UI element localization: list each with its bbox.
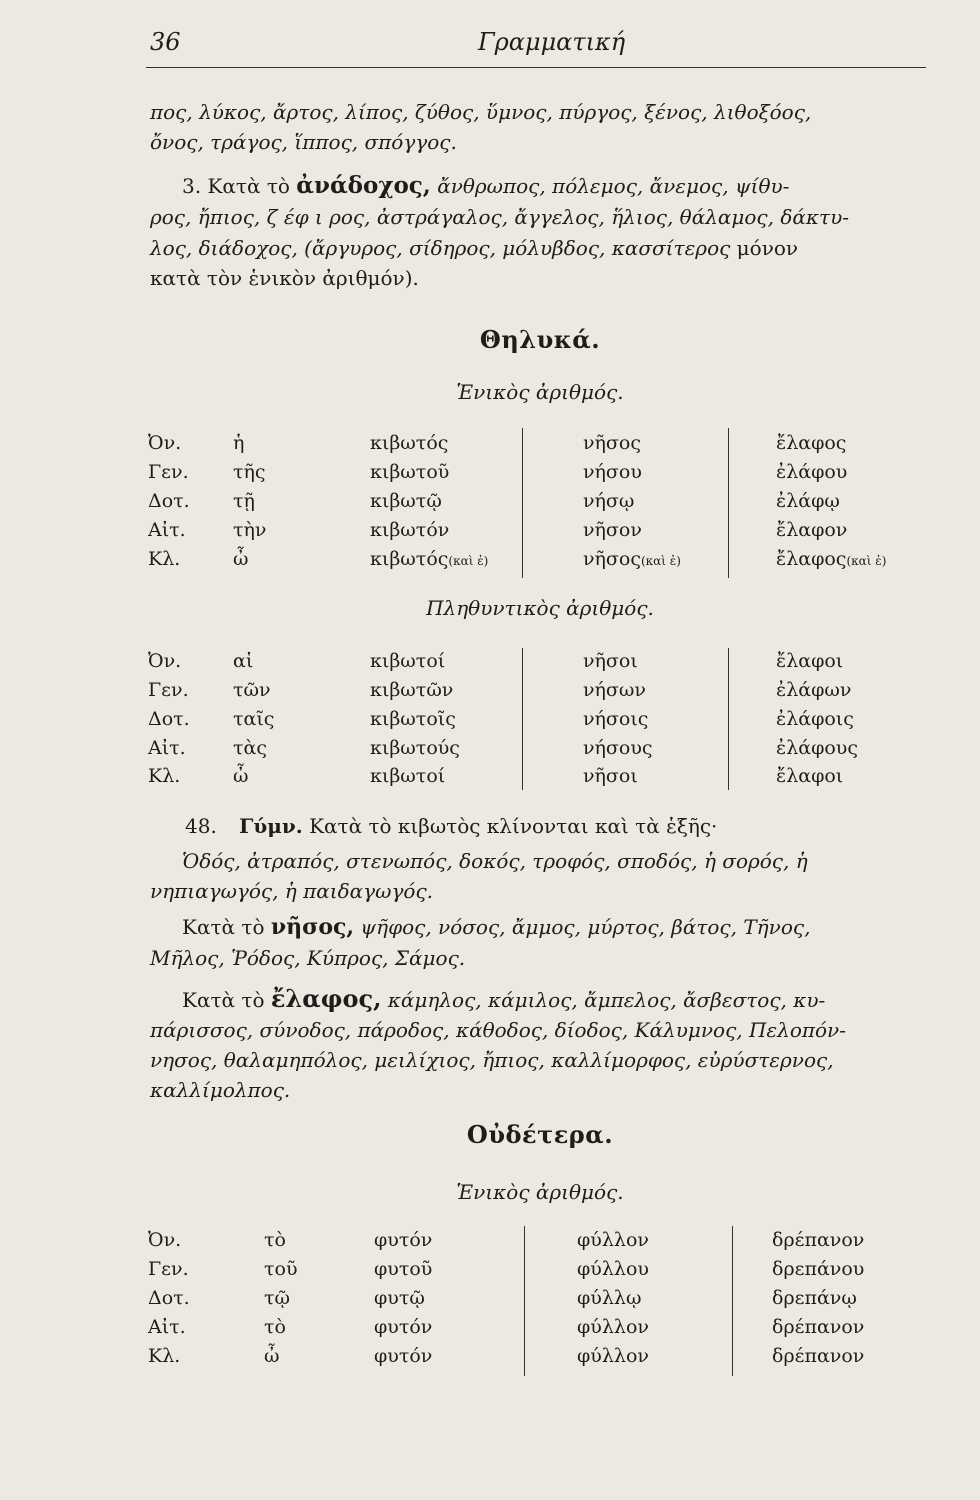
feminine-plural-label: Πληθυντικὸς ἀριθμός. — [426, 596, 654, 620]
column-divider — [522, 648, 523, 790]
elafos-keyword: ἔλαφος, — [270, 984, 382, 1013]
feminine-singular-label: Ἑνικὸς ἀριθμός. — [456, 380, 624, 404]
article: ὦ — [264, 1345, 280, 1367]
noun-fyton: φυτοῦ — [374, 1258, 433, 1280]
noun-elafos: ἔλαφος — [776, 548, 847, 570]
article: τὸ — [264, 1316, 286, 1338]
noun-kivotos: κιβωτοί — [370, 650, 446, 672]
exercise-line-1: Ὁδός, ἀτραπός, στενωπός, δοκός, τροφός, σποδός, ἡ σορός, ἡ — [182, 849, 808, 873]
case-label: Γεν. — [148, 1258, 189, 1280]
noun-elafos: ἔλαφοι — [776, 650, 844, 672]
section3-line-1 — [182, 172, 942, 200]
noun-kivotos: κιβωτούς — [370, 737, 460, 759]
section3-number: 3. — [182, 174, 202, 198]
neuter-singular-label: Ἑνικὸς ἀριθμός. — [456, 1180, 624, 1204]
vocative-nisos — [583, 548, 681, 570]
article: τῶν — [233, 679, 271, 701]
section3-line-2: ρος, ἤπιος, ζ έφ ι ρος, ἀστράγαλος, ἄγγελος, ἥλιος, θάλαμος, δάκτυ- — [150, 205, 849, 229]
elafos-line-3: νησος, θαλαμηπόλος, μειλίχιος, ἤπιος, καλλίμορφος, εὐρύστερνος, — [150, 1048, 834, 1072]
vocative-note: (καὶ ἐ) — [448, 554, 489, 568]
noun-elafos: ἐλάφοις — [776, 708, 854, 730]
case-label: Ὀν. — [148, 1229, 182, 1251]
nisos-keyword: νῆσος, — [270, 914, 355, 940]
section3-lead: Κατὰ τὸ — [207, 174, 290, 198]
noun-nisos: νῆσος — [583, 432, 641, 454]
case-label: Κλ. — [148, 1345, 181, 1367]
noun-nisos: νήσου — [583, 461, 642, 483]
nisos-rest: ψῆφος, νόσος, ἄμμος, μύρτος, βάτος, Τῆνος, — [360, 915, 811, 939]
noun-fyllon: φύλλον — [577, 1229, 649, 1251]
case-label: Ὀν. — [148, 650, 182, 672]
nisos-lead: Κατὰ τὸ — [182, 915, 265, 939]
article: ταῖς — [233, 708, 275, 730]
noun-fyllon: φύλλου — [577, 1258, 649, 1280]
noun-elafos: ἐλάφου — [776, 461, 848, 483]
case-label: Γεν. — [148, 679, 189, 701]
article: ὦ — [233, 548, 249, 570]
vocative-note: (καὶ ἐ) — [640, 554, 681, 568]
nisos-line-1 — [182, 913, 942, 941]
case-label: Αἰτ. — [148, 519, 186, 541]
exercise-text: Κατὰ τὸ κιβωτὸς κλίνονται καὶ τὰ ἑξῆς· — [309, 814, 718, 838]
noun-kivotos: κιβωτόν — [370, 519, 450, 541]
noun-nisos: νῆσον — [583, 519, 642, 541]
section3-line3-italic: ἄργυρος, σίδηρος, μόλυβδος, κασσίτερος — [311, 236, 731, 260]
noun-fyllon: φύλλον — [577, 1345, 649, 1367]
section3-line1-rest: ἄνθρωπος, πόλεμος, ἄνεμος, ψίθυ- — [437, 174, 790, 198]
running-title: Γραμματική — [478, 28, 626, 56]
elafos-lead: Κατὰ τὸ — [182, 988, 265, 1012]
noun-elafos: ἐλάφων — [776, 679, 852, 701]
noun-fyton: φυτόν — [374, 1345, 433, 1367]
noun-nisos: νῆσοι — [583, 765, 638, 787]
neuter-heading: Οὐδέτερα. — [466, 1120, 614, 1149]
elafos-line-4: καλλίμολπος. — [150, 1078, 291, 1102]
noun-nisos: νῆσοι — [583, 650, 638, 672]
noun-drepanon: δρεπάνῳ — [772, 1287, 857, 1309]
nisos-line-2: Μῆλος, Ῥόδος, Κύπρος, Σάμος. — [150, 946, 466, 970]
column-divider — [728, 428, 729, 578]
section3-line-4: κατὰ τὸν ἑνικὸν ἀριθμόν). — [150, 266, 419, 290]
column-divider — [524, 1226, 525, 1376]
feminine-heading: Θηλυκά. — [479, 325, 601, 354]
noun-drepanon: δρέπανον — [772, 1345, 865, 1367]
column-divider — [728, 648, 729, 790]
noun-drepanon: δρεπάνου — [772, 1258, 865, 1280]
vocative-kivotos — [370, 548, 488, 570]
article: αἱ — [233, 650, 254, 672]
column-divider — [732, 1226, 733, 1376]
column-divider — [522, 428, 523, 578]
noun-drepanon: δρέπανον — [772, 1229, 865, 1251]
noun-fyton: φυτῷ — [374, 1287, 425, 1309]
page-number: 36 — [150, 28, 181, 56]
noun-kivotos: κιβωτοῖς — [370, 708, 456, 730]
case-label: Ὀν. — [148, 432, 182, 454]
section3-line3-suffix: μόνον — [736, 236, 799, 260]
noun-elafos: ἔλαφοι — [776, 765, 844, 787]
noun-nisos: νήσοις — [583, 708, 649, 730]
case-label: Αἰτ. — [148, 1316, 186, 1338]
exercise-line-2: νηπιαγωγός, ἡ παιδαγωγός. — [150, 879, 433, 903]
vocative-note: (καὶ ἐ) — [846, 554, 887, 568]
article: τὰς — [233, 737, 267, 759]
article: τῇ — [233, 490, 255, 512]
case-label: Δοτ. — [148, 490, 190, 512]
noun-kivotos: κιβωτῶν — [370, 679, 454, 701]
section3-line-3 — [150, 234, 940, 262]
exercise-number: 48. — [185, 814, 217, 838]
noun-fyton: φυτόν — [374, 1229, 433, 1251]
case-label: Κλ. — [148, 765, 181, 787]
article: ὦ — [233, 765, 249, 787]
noun-drepanon: δρέπανον — [772, 1316, 865, 1338]
noun-elafos: ἐλάφῳ — [776, 490, 840, 512]
section3-line3-prefix: λος, διάδοχος, ( — [150, 236, 312, 260]
noun-nisos: νήσῳ — [583, 490, 635, 512]
intro-line-1: πος, λύκος, ἄρτος, λίπος, ζύθος, ὕμνος, πύργος, ξένος, λιθοξόος, — [150, 100, 812, 124]
case-label: Δοτ. — [148, 708, 190, 730]
noun-kivotos: κιβωτός — [370, 432, 449, 454]
case-label: Αἰτ. — [148, 737, 186, 759]
article: τὸ — [264, 1229, 286, 1251]
article: τὴν — [233, 519, 267, 541]
article: ἡ — [233, 432, 245, 454]
noun-nisos: νήσων — [583, 679, 646, 701]
noun-elafos: ἔλαφον — [776, 519, 848, 541]
elafos-line-1 — [182, 985, 942, 1014]
noun-fyllon: φύλλον — [577, 1316, 649, 1338]
header-rule — [146, 67, 926, 68]
elafos-line-2: πάρισσος, σύνοδος, πάροδος, κάθοδος, δίοδος, Κάλυμνος, Πελοπόν- — [150, 1018, 846, 1042]
exercise-48-line — [185, 812, 945, 840]
noun-fyton: φυτόν — [374, 1316, 433, 1338]
intro-line-2: ὄνος, τράγος, ἵππος, σπόγγος. — [150, 130, 457, 154]
elafos-rest: κάμηλος, κάμιλος, ἄμπελος, ἄσβεστος, κυ- — [387, 988, 826, 1012]
noun-nisos: νήσους — [583, 737, 653, 759]
noun-kivotos: κιβωτοῦ — [370, 461, 450, 483]
noun-elafos: ἔλαφος — [776, 432, 847, 454]
case-label: Δοτ. — [148, 1287, 190, 1309]
noun-kivotos: κιβωτός — [370, 548, 449, 570]
noun-elafos: ἐλάφους — [776, 737, 859, 759]
section3-keyword: ἀνάδοχος, — [296, 172, 431, 199]
case-label: Γεν. — [148, 461, 189, 483]
noun-kivotos: κιβωτῷ — [370, 490, 442, 512]
article: τῷ — [264, 1287, 291, 1309]
vocative-elafos — [776, 548, 886, 570]
noun-nisos: νῆσος — [583, 548, 641, 570]
exercise-label: Γύμν. — [239, 814, 303, 838]
article: τοῦ — [264, 1258, 298, 1280]
noun-fyllon: φύλλῳ — [577, 1287, 642, 1309]
case-label: Κλ. — [148, 548, 181, 570]
article: τῆς — [233, 461, 266, 483]
noun-kivotos: κιβωτοί — [370, 765, 446, 787]
